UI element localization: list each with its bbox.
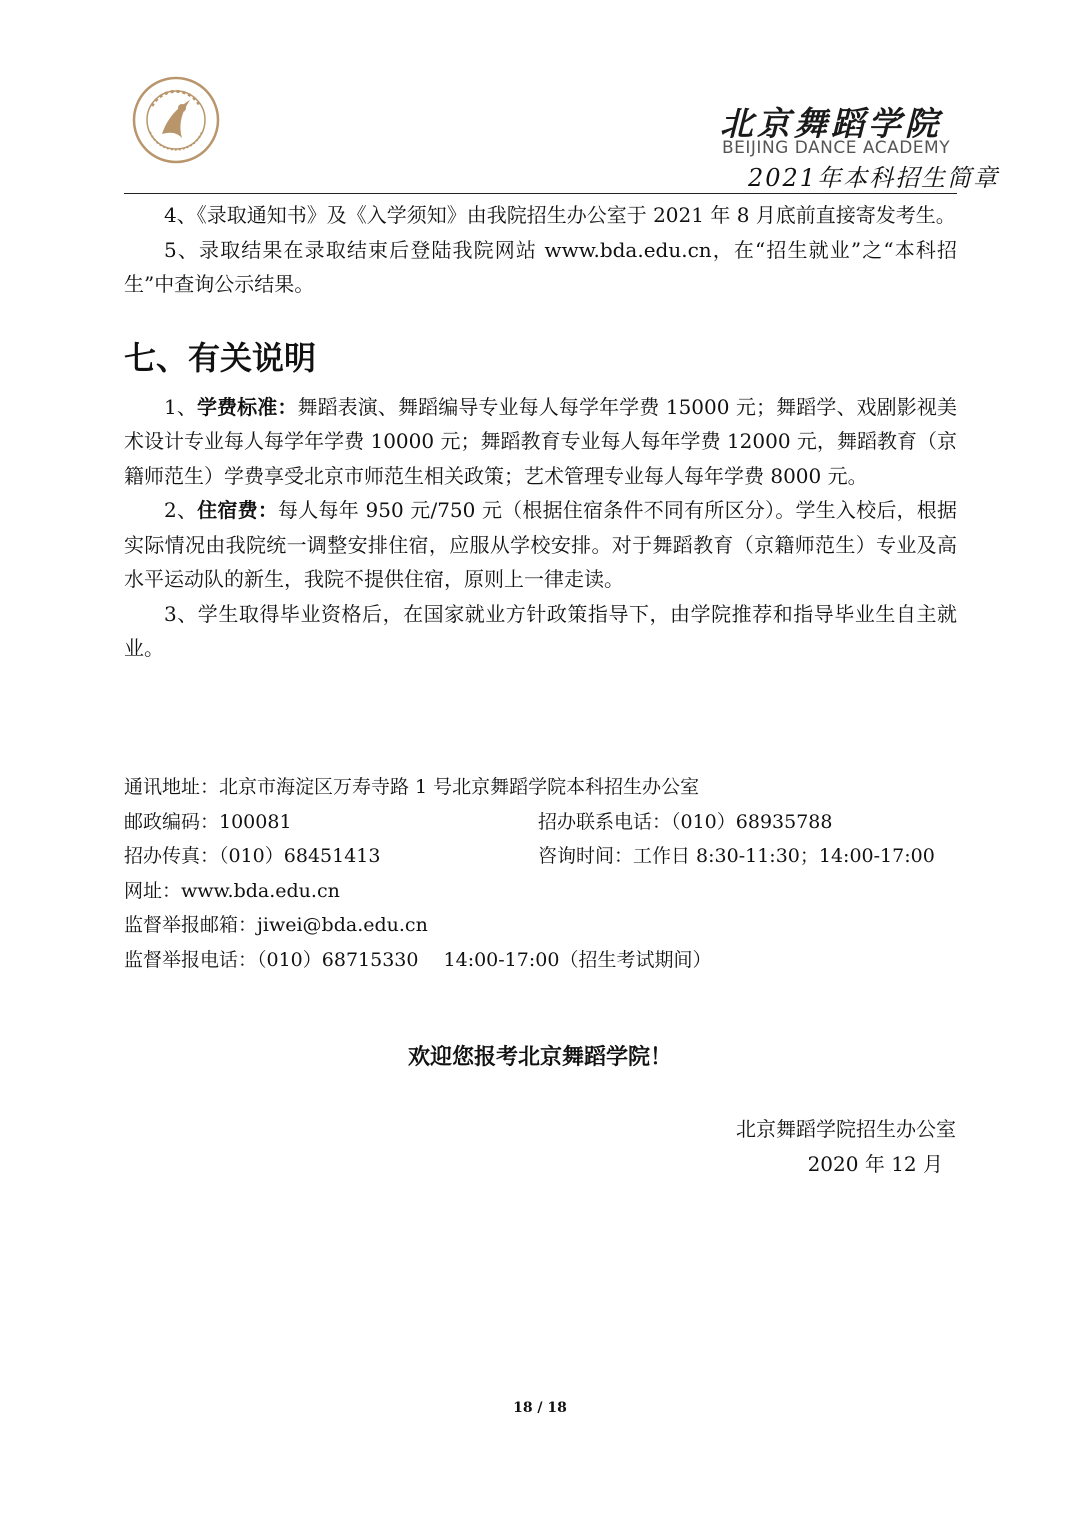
- tuition-label: 学费标准：: [196, 394, 298, 419]
- accommodation-paragraph: [124, 493, 957, 597]
- accommodation-number: 2、: [164, 498, 198, 522]
- tuition-number: 1、: [164, 394, 197, 419]
- contact-report-phone: 监督举报电话：（010）68715330 14:00-17:00（招生考试期间）: [124, 948, 712, 971]
- contact-address: 通讯地址：北京市海淀区万寿寺路 1 号北京舞蹈学院本科招生办公室: [124, 776, 700, 798]
- contact-postcode: 邮政编码：100081: [124, 810, 292, 833]
- tuition-paragraph: [124, 390, 957, 494]
- signature-date: 2020 年 12 月: [807, 1152, 943, 1176]
- signature-office: 北京舞蹈学院招生办公室: [736, 1117, 956, 1141]
- school-name: 北京舞蹈学院: [720, 104, 942, 143]
- contact-fax: 招办传真：（010）68451413: [124, 845, 381, 867]
- note-item-5: 5、录取结果在录取结束后登陆我院网站 www.bda.edu.cn，在“招生就业”之“本科招生”中查询公示结果。: [124, 237, 957, 296]
- section-heading: 七、有关说明: [124, 338, 317, 377]
- contact-row: [124, 805, 957, 840]
- tuition-text: 舞蹈表演、舞蹈编导专业每人每学年学费 15000 元；舞蹈学、戏剧影视美术设计专业每人每学年学费 10000 元；舞蹈教育专业每人每年学费 12000 元，舞蹈教育（京籍师范生）学费享受北京市师范生相关政策；艺术管理专业每人每年学费 8000 元。: [124, 394, 957, 488]
- academy-seal-icon: [132, 76, 220, 164]
- note-item-4: 4、《录取通知书》及《入学须知》由我院招生办公室于 2021 年 8 月底前直接寄发考生。: [164, 203, 956, 227]
- header-divider: [124, 193, 957, 194]
- welcome-message: 欢迎您报考北京舞蹈学院！: [407, 1045, 672, 1070]
- accommodation-text: 每人每年 950 元/750 元（根据住宿条件不同有所区分）。学生入校后，根据实际情况由我院统一调整安排住宿，应服从学校安排。对于舞蹈教育（京籍师范生）专业及高水平运动队的新生，我院不提供住宿，原则上一律走读。: [124, 498, 957, 591]
- contact-phone: 招办联系电话：（010）68935788: [538, 810, 833, 833]
- accommodation-label: 住宿费：: [197, 498, 279, 522]
- contact-hours: 咨询时间：工作日 8:30-11:30；14:00-17:00: [538, 845, 935, 867]
- school-name-english: BEIJING DANCE ACADEMY: [722, 138, 951, 158]
- employment-paragraph: 3、学生取得毕业资格后，在国家就业方针政策指导下，由学院推荐和指导毕业生自主就业。: [124, 601, 957, 660]
- main-content: [124, 198, 957, 666]
- page-number: 18 / 18: [513, 1400, 567, 1416]
- contact-info: [124, 770, 957, 977]
- contact-row: [124, 839, 957, 874]
- contact-website: 网址：www.bda.edu.cn: [124, 879, 340, 902]
- page-header: [0, 0, 1080, 200]
- document-subtitle: 2021年本科招生简章: [748, 164, 1000, 192]
- contact-report-email: 监督举报邮箱：jiwei@bda.edu.cn: [124, 914, 428, 936]
